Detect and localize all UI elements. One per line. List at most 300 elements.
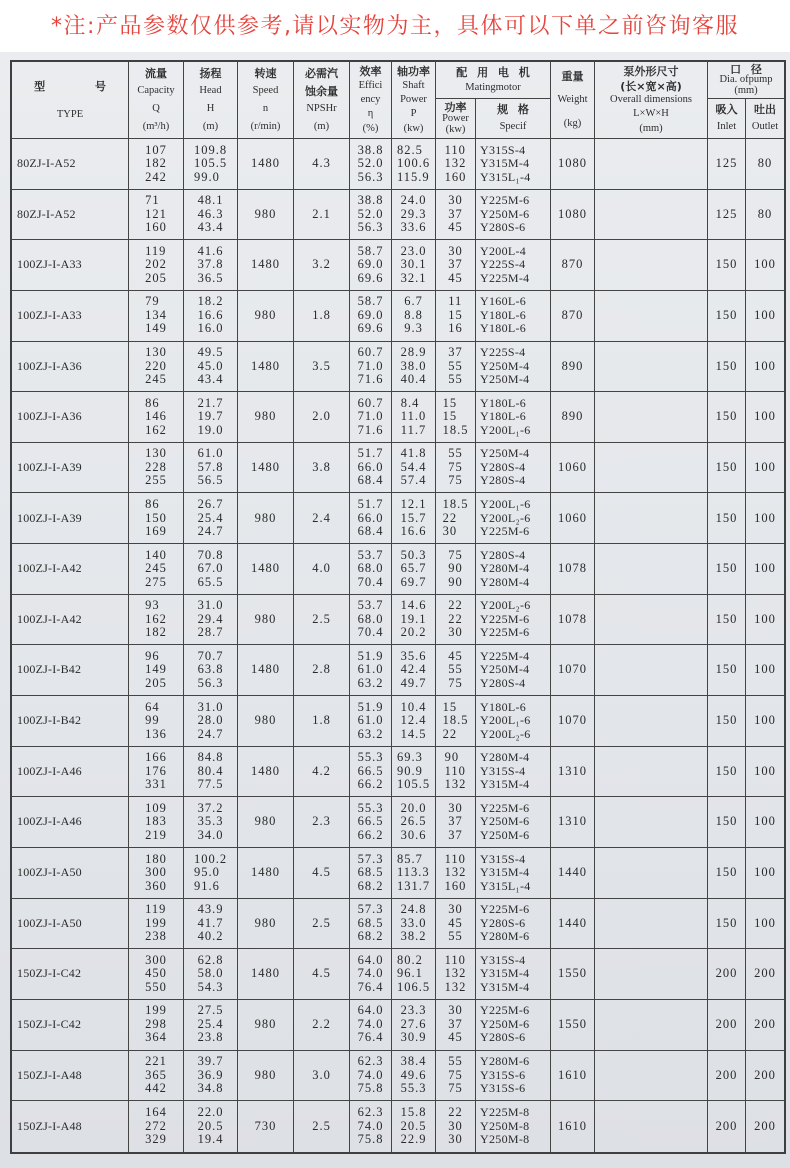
efficiency-value: 38.8 [357,142,384,157]
motor-power-value: 75 [448,1067,463,1082]
motor-spec-value: Y225M-6 [480,1003,530,1018]
capacity-value: 121 [145,206,167,221]
cell-npshr [294,1051,350,1101]
motor-spec-value: Y315S-4 [480,952,526,967]
capacity-value: 166 [145,750,167,765]
cell-motor-spec [476,493,551,543]
capacity-value: 180 [145,851,167,866]
motor-power-value: 30 [448,1003,463,1018]
cell-type [12,797,129,847]
header-motor-spec [476,99,551,138]
capacity-values [145,751,167,792]
capacity-value: 109 [145,800,167,815]
table-row [12,392,784,443]
motor-spec-values [480,447,529,488]
cell-outlet [746,392,784,442]
cell-motor-spec [476,595,551,645]
cell-inlet [708,1051,746,1101]
head-value: 43.4 [197,372,224,387]
motor-power-values [448,549,463,590]
cell-outlet [746,544,784,594]
motor-power-value: 22 [442,726,458,741]
capacity-value: 107 [145,142,167,157]
cell-motor-spec [476,190,551,240]
motor-power-values [448,903,463,944]
shaft-power-value: 14.6 [400,598,427,613]
efficiency-value: 57.3 [357,902,384,917]
shaft-power-value: 23.3 [400,1003,427,1018]
head-values [198,1055,224,1096]
speed-value: 980 [254,1067,277,1082]
head-value: 22.0 [197,1105,224,1120]
cell-outlet [746,342,784,392]
cell-motor-spec [476,797,551,847]
shaft-power-value: 80.2 [396,952,423,967]
shaft-power-values [401,802,427,843]
shaft-power-value: 26.5 [400,814,427,829]
efficiency-values [358,549,384,590]
cell-outlet [746,190,784,240]
weight-value: 1080 [558,156,587,171]
head-values [198,701,224,742]
npshr-value: 3.8 [312,459,331,474]
efficiency-value: 74.0 [357,1067,384,1082]
cell-npshr [294,190,350,240]
cell-motor-spec [476,240,551,290]
motor-power-value: 132 [444,966,467,981]
capacity-value: 228 [145,459,167,474]
cell-dimensions [595,544,708,594]
header-head-zh: 扬程 [199,66,222,80]
header-inlet-en: Inlet [716,121,737,133]
cell-efficiency [350,899,392,949]
cell-efficiency [350,240,392,290]
outlet-value: 100 [754,662,776,677]
cell-speed [238,1101,294,1152]
cell-head [184,1051,238,1101]
header-type-zh: 型 号 [34,80,106,94]
cell-npshr [294,949,350,999]
motor-spec-value: Y180L-6 [480,409,527,424]
capacity-values [145,144,167,185]
cell-npshr [294,595,350,645]
capacity-value: 220 [145,358,167,373]
cell-outlet [746,443,784,493]
shaft-power-value: 29.3 [400,206,427,221]
motor-spec-value: Y225S-4 [480,345,526,360]
cell-weight [551,1000,595,1050]
cell-efficiency [350,1000,392,1050]
cell-weight [551,1101,595,1152]
shaft-power-values [401,650,427,691]
efficiency-value: 69.0 [357,257,384,272]
motor-power-value: 37 [448,814,463,829]
shaft-power-value: 33.0 [400,915,427,930]
cell-shaft-power [392,443,436,493]
header-head-symbol: H [206,102,215,114]
cell-capacity [129,190,184,240]
motor-power-values [448,194,463,235]
cell-weight [551,595,595,645]
motor-power-value: 55 [448,662,463,677]
head-values [198,346,224,387]
head-value: 80.4 [197,763,224,778]
cell-shaft-power [392,342,436,392]
head-value: 65.5 [197,574,224,589]
head-values [198,549,224,590]
efficiency-value: 68.0 [357,561,384,576]
cell-type [12,1000,129,1050]
cell-npshr [294,747,350,797]
cell-dimensions [595,747,708,797]
header-capacity-symbol: Q [152,102,160,114]
cell-motor-spec [476,1000,551,1050]
motor-power-value: 15 [448,307,463,322]
capacity-values [145,295,167,336]
table-row [12,949,784,1000]
table-body [12,139,784,1152]
capacity-value: 93 [145,598,160,613]
shaft-power-values [401,498,427,539]
cell-outlet [746,139,784,189]
motor-spec-value: Y250M-8 [480,1132,530,1147]
shaft-power-values [397,751,430,792]
capacity-value: 169 [145,524,167,539]
cell-motor-power [436,949,476,999]
efficiency-value: 53.7 [357,598,384,613]
shaft-power-value: 19.1 [400,611,427,626]
head-value: 54.3 [197,979,224,994]
motor-spec-value: Y315S-6 [480,1067,526,1082]
header-npshr-zh-1: 必需汽 [305,66,338,80]
outlet-value: 100 [754,763,776,778]
type-value: 100ZJ-I-A46 [17,763,82,778]
head-value: 43.4 [197,220,224,235]
inlet-value: 125 [715,206,738,221]
efficiency-value: 53.7 [357,547,384,562]
capacity-value: 275 [145,574,167,589]
cell-type [12,544,129,594]
shaft-power-values [401,701,427,742]
outlet-value: 100 [754,409,776,424]
motor-power-value: 55 [448,929,463,944]
motor-spec-values [480,295,526,336]
head-value: 28.0 [197,713,224,728]
shaft-power-value: 12.4 [400,713,427,728]
efficiency-value: 69.0 [357,307,384,322]
head-value: 48.1 [197,193,224,208]
efficiency-value: 66.5 [357,814,384,829]
efficiency-value: 68.4 [357,473,384,488]
cell-head [184,443,238,493]
motor-power-value: 110 [444,763,466,778]
capacity-value: 183 [145,814,167,829]
npshr-value: 4.5 [312,865,331,880]
head-values [198,1004,224,1045]
efficiency-value: 60.7 [357,395,384,410]
capacity-values [145,1055,167,1096]
motor-spec-value: Y200L₂-6 [480,598,531,613]
header-head-en: Head [199,85,222,97]
motor-spec-value: Y315M-4 [480,966,530,981]
cell-npshr [294,645,350,695]
cell-type [12,848,129,898]
motor-spec-value: Y280M-6 [480,1054,530,1069]
capacity-value: 182 [145,156,167,171]
head-value: 91.6 [193,878,220,893]
header-speed-zh: 转速 [254,66,277,80]
motor-spec-value: Y280S-4 [480,459,526,474]
cell-npshr [294,342,350,392]
motor-spec-value: Y315S-4 [480,763,526,778]
motor-spec-value: Y200L₂-6 [480,510,531,525]
table-row [12,544,784,595]
cell-speed [238,747,294,797]
head-values [198,903,224,944]
shaft-power-values [401,1106,427,1147]
capacity-value: 130 [145,446,167,461]
cell-shaft-power [392,797,436,847]
shaft-power-value: 57.4 [400,473,427,488]
shaft-power-value: 27.6 [400,1016,427,1031]
capacity-value: 130 [145,345,167,360]
head-value: 19.7 [197,409,224,424]
efficiency-value: 68.0 [357,611,384,626]
cell-type [12,696,129,746]
type-value: 100ZJ-I-A50 [17,865,82,880]
cell-efficiency [350,342,392,392]
weight-value: 1078 [558,561,587,576]
motor-power-values [448,447,463,488]
cell-dimensions [595,1051,708,1101]
shaft-power-value: 8.8 [404,307,423,322]
cell-capacity [129,291,184,341]
cell-inlet [708,342,746,392]
capacity-value: 136 [145,726,167,741]
capacity-value: 450 [145,966,167,981]
table-row [12,1000,784,1051]
capacity-value: 245 [145,561,167,576]
cell-efficiency [350,797,392,847]
cell-weight [551,342,595,392]
capacity-value: 64 [145,699,160,714]
efficiency-value: 55.3 [357,750,384,765]
head-values [198,802,224,843]
npshr-value: 2.3 [312,814,331,829]
inlet-value: 150 [715,257,738,272]
cell-efficiency [350,544,392,594]
shaft-power-value: 50.3 [400,547,427,562]
cell-motor-power [436,139,476,189]
motor-spec-value: Y180L-6 [480,395,527,410]
motor-spec-value: Y225M-4 [480,270,530,285]
motor-spec-values [480,599,531,640]
motor-power-value: 37 [448,827,463,842]
inlet-value: 200 [715,1067,738,1082]
head-values [198,397,224,438]
shaft-power-value: 32.1 [400,270,427,285]
cell-motor-spec [476,544,551,594]
cell-efficiency [350,848,392,898]
shaft-power-value: 38.4 [400,1054,427,1069]
cell-capacity [129,848,184,898]
efficiency-value: 76.4 [357,979,384,994]
cell-head [184,696,238,746]
header-dia-en: Dia. ofpump [719,74,773,85]
capacity-value: 140 [145,547,167,562]
efficiency-values [358,498,384,539]
head-values [194,144,227,185]
cell-inlet [708,1101,746,1152]
header-motor-spec-zh: 规 格 [497,103,529,117]
cell-npshr [294,544,350,594]
head-value: 56.5 [197,473,224,488]
capacity-value: 364 [145,1030,167,1045]
inlet-value: 200 [715,1118,738,1133]
head-values [198,954,224,995]
cell-head [184,899,238,949]
efficiency-values [358,1004,384,1045]
cell-motor-power [436,240,476,290]
cell-head [184,342,238,392]
cell-efficiency [350,595,392,645]
motor-spec-value: Y280S-6 [480,915,526,930]
weight-value: 1060 [558,510,587,525]
efficiency-value: 69.6 [357,270,384,285]
head-value: 95.0 [193,865,220,880]
cell-capacity [129,797,184,847]
capacity-values [145,650,167,691]
motor-spec-value: Y315S-6 [480,1081,526,1096]
capacity-values [145,194,167,235]
shaft-power-value: 33.6 [400,220,427,235]
capacity-value: 79 [145,294,160,309]
cell-type [12,645,129,695]
efficiency-value: 70.4 [357,574,384,589]
cell-efficiency [350,1051,392,1101]
motor-spec-value: Y225S-4 [480,257,526,272]
cell-dimensions [595,240,708,290]
cell-shaft-power [392,848,436,898]
motor-spec-value: Y250M-4 [480,446,530,461]
weight-value: 1310 [558,814,587,829]
cell-dimensions [595,797,708,847]
cell-motor-power [436,1101,476,1152]
speed-value: 980 [254,814,277,829]
npshr-value: 2.5 [312,915,331,930]
header-efficiency-zh: 效率 [359,64,382,78]
motor-spec-value: Y315M-4 [480,777,530,792]
shaft-power-value: 38.2 [400,929,427,944]
cell-motor-spec [476,848,551,898]
cell-inlet [708,190,746,240]
shaft-power-value: 24.0 [400,193,427,208]
cell-motor-power [436,443,476,493]
head-value: 100.2 [193,851,228,866]
cell-npshr [294,1000,350,1050]
shaft-power-values [401,903,427,944]
header-inlet [708,99,746,138]
cell-dimensions [595,696,708,746]
outlet-value: 100 [754,510,776,525]
cell-type [12,949,129,999]
capacity-value: 160 [145,220,167,235]
efficiency-value: 68.4 [357,524,384,539]
cell-head [184,949,238,999]
shaft-power-values [401,549,427,590]
motor-spec-value: Y200L₁-6 [480,422,531,437]
speed-value: 980 [254,307,277,322]
cell-head [184,392,238,442]
cell-speed [238,190,294,240]
cell-efficiency [350,190,392,240]
outlet-value: 100 [754,915,776,930]
cell-type [12,1101,129,1152]
weight-value: 870 [561,257,584,272]
weight-value: 1440 [558,865,587,880]
motor-spec-values [480,802,529,843]
motor-spec-value: Y250M-6 [480,1016,530,1031]
speed-value: 1480 [251,561,280,576]
cell-type [12,190,129,240]
outlet-value: 100 [754,358,776,373]
weight-value: 1080 [558,206,587,221]
efficiency-values [358,295,384,336]
motor-spec-values [480,1055,529,1096]
shaft-power-value: 49.7 [400,675,427,690]
head-value: 63.8 [197,662,224,677]
capacity-value: 164 [145,1105,167,1120]
capacity-value: 550 [145,979,167,994]
cell-motor-power [436,848,476,898]
cell-shaft-power [392,1101,436,1152]
head-value: 67.0 [197,561,224,576]
cell-npshr [294,240,350,290]
efficiency-value: 68.2 [357,878,384,893]
header-weight [551,62,595,138]
motor-power-value: 18.5 [442,713,469,728]
shaft-power-values [404,295,423,336]
motor-power-values [443,498,469,539]
capacity-value: 300 [145,865,167,880]
efficiency-value: 51.9 [357,648,384,663]
efficiency-values [358,903,384,944]
cell-head [184,544,238,594]
motor-power-value: 11 [448,294,463,309]
capacity-value: 329 [145,1132,167,1147]
inlet-value: 150 [715,763,738,778]
cell-motor-power [436,190,476,240]
cell-shaft-power [392,645,436,695]
head-value: 36.9 [197,1067,224,1082]
motor-power-value: 45 [448,1030,463,1045]
efficiency-value: 68.2 [357,929,384,944]
header-capacity [129,62,184,138]
efficiency-value: 63.2 [357,726,384,741]
motor-power-value: 15 [442,395,458,410]
motor-power-value: 55 [448,446,463,461]
capacity-value: 119 [145,243,167,258]
capacity-values [145,1106,167,1147]
cell-shaft-power [392,899,436,949]
capacity-values [145,549,167,590]
head-value: 37.8 [197,257,224,272]
table-row [12,899,784,950]
cell-shaft-power [392,392,436,442]
speed-value: 980 [254,1016,277,1031]
cell-efficiency [350,949,392,999]
motor-spec-value: Y280M-6 [480,929,530,944]
